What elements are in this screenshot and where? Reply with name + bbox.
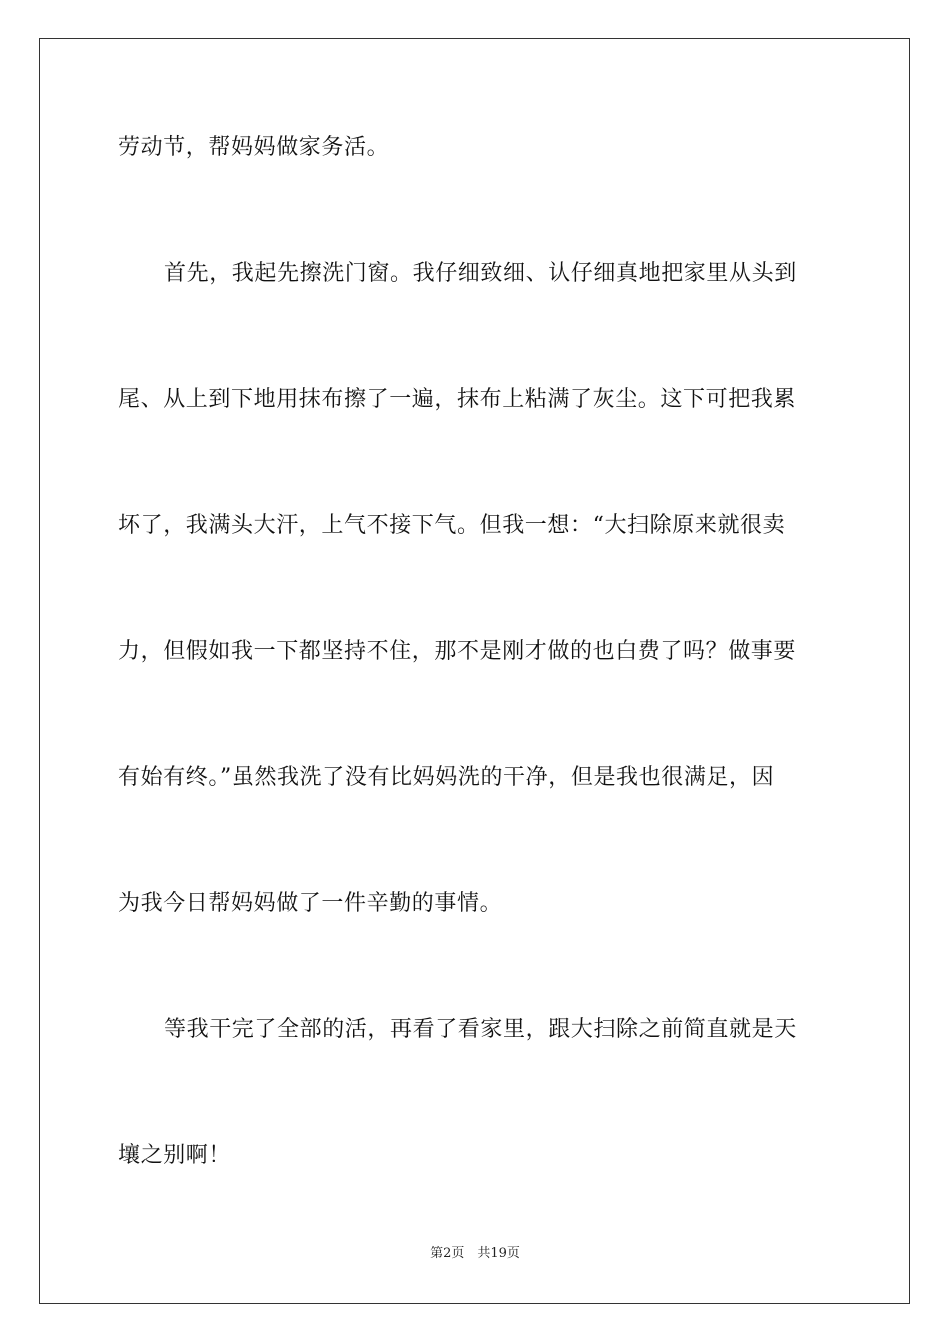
page-border bbox=[39, 38, 910, 1304]
paragraph-first-line: 首先，我起先擦洗门窗。我仔细致细、认仔细真地把家里从头到 bbox=[164, 261, 797, 286]
text-line: 尾、从上到下地用抹布擦了一遍，抹布上粘满了灰尘。这下可把我累 bbox=[118, 387, 797, 412]
text-line: 坏了，我满头大汗，上气不接下气。但我一想：“大扫除原来就很卖 bbox=[118, 513, 786, 538]
text-line: 力，但假如我一下都坚持不住，那不是刚才做的也白费了吗？做事要 bbox=[118, 639, 797, 664]
text-line: 壤之别啊！ bbox=[118, 1143, 232, 1168]
text-line: 劳动节，帮妈妈做家务活。 bbox=[118, 135, 390, 160]
page-number-footer: 第2页 共19页 bbox=[430, 1246, 520, 1261]
text-line: 为我今日帮妈妈做了一件辛勤的事情。 bbox=[118, 891, 503, 916]
text-line: 有始有终。”虽然我洗了没有比妈妈洗的干净，但是我也很满足，因 bbox=[118, 765, 775, 790]
paragraph-first-line: 等我干完了全部的活，再看了看家里，跟大扫除之前简直就是天 bbox=[164, 1017, 797, 1042]
